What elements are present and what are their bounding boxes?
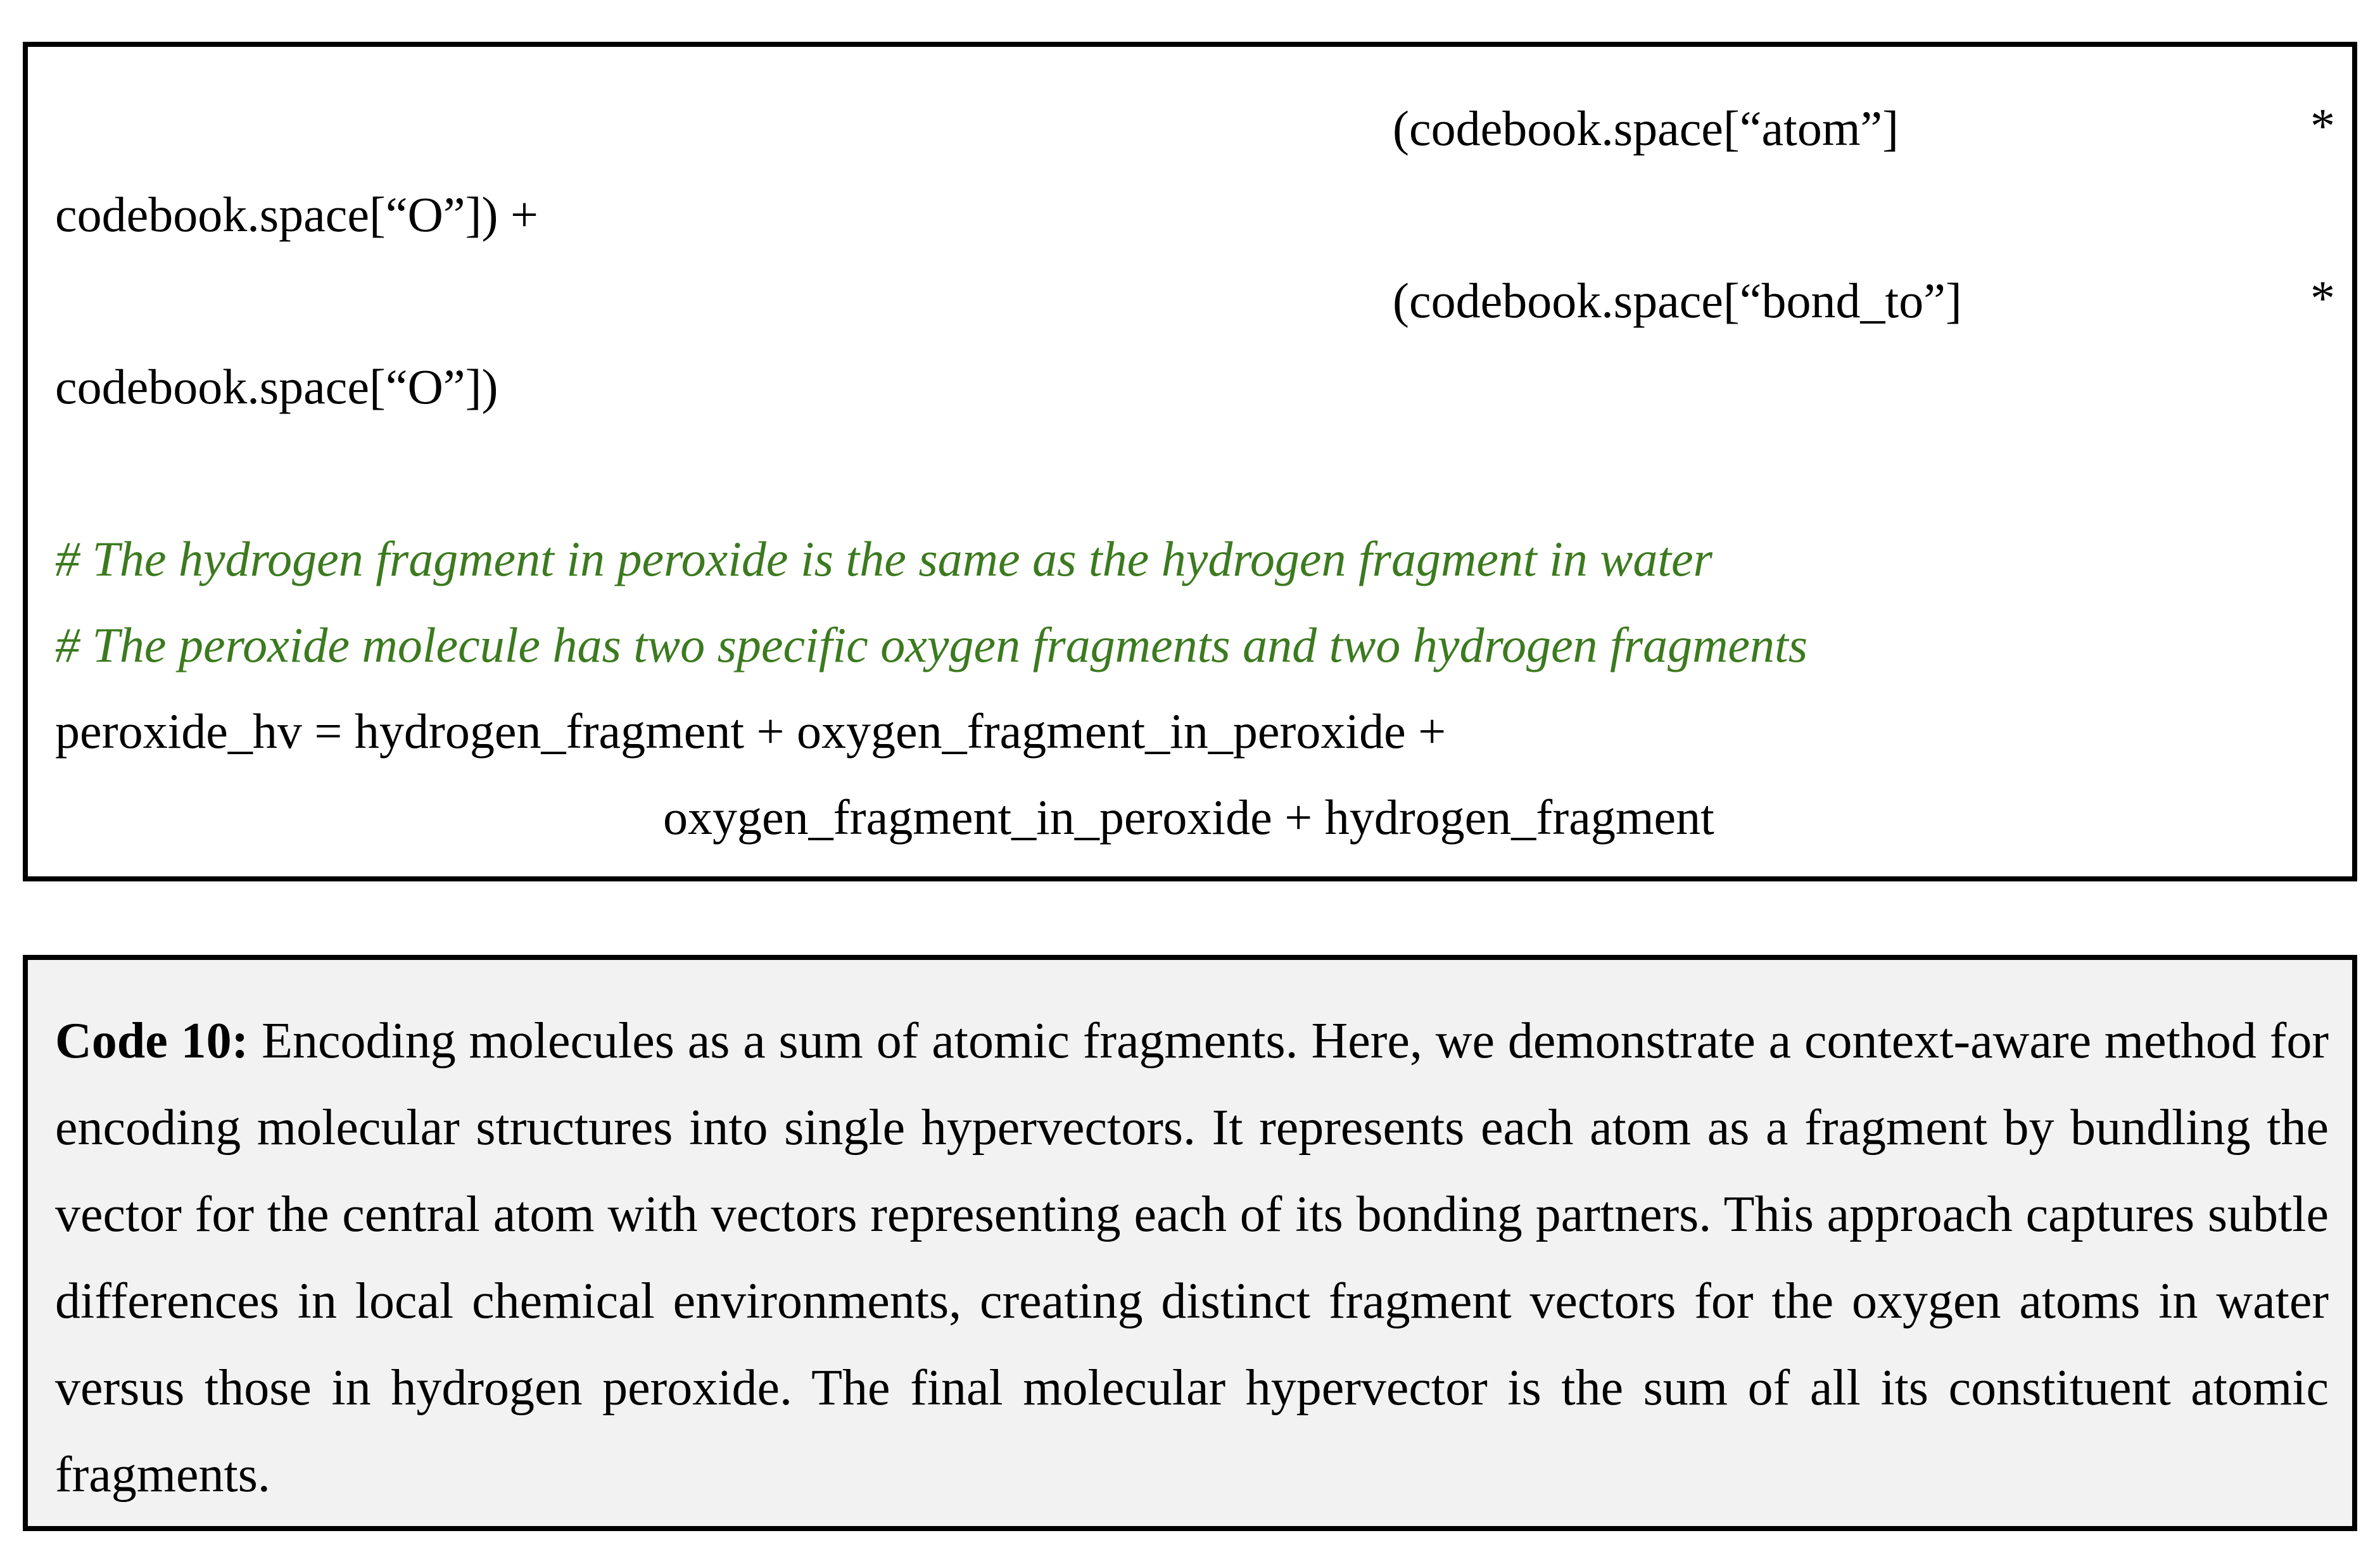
code-line-atom: (codebook.space[“atom”] — [1393, 101, 1899, 156]
code-line-peroxide-hv: peroxide_hv = hydrogen_fragment + oxygen_fragment_in_peroxide + — [55, 703, 1446, 759]
code-line-peroxide-hv-continued: oxygen_fragment_in_peroxide + hydrogen_fragment — [663, 790, 1714, 845]
code-line-codebook-o-plus: codebook.space[“O”]) + — [55, 187, 538, 242]
code-block — [23, 42, 2357, 881]
code-line-bond-to: (codebook.space[“bond_to”] — [1393, 273, 1962, 328]
code-comment-hydrogen: # The hydrogen fragment in peroxide is the same as the hydrogen fragment in water — [55, 531, 1712, 586]
code-comment-peroxide: # The peroxide molecule has two specific oxygen fragments and two hydrogen fragments — [55, 617, 1808, 672]
code-line-atom-operator: * — [2310, 98, 2335, 153]
caption-label: Code 10: — [55, 1013, 249, 1069]
caption-block — [23, 955, 2357, 1531]
caption-body: Encoding molecules as a sum of atomic fragments. Here, we demonstrate a context-aware method for encoding molecular structures into single hypervectors. It represents each atom as a fragment by bundling the vector for the central atom with vectors representing each of its bonding partners. This approach captures subtle differences in local chemical environments, creating distinct fragment vectors for the oxygen atoms in water versus those in hydrogen peroxide. The final molecular hypervector is the sum of all its constituent atomic fragments. — [55, 1013, 2329, 1503]
code-line-codebook-o-close: codebook.space[“O”]) — [55, 359, 498, 414]
caption-paragraph — [55, 998, 2329, 1518]
code-line-bond-to-operator: * — [2310, 270, 2335, 325]
